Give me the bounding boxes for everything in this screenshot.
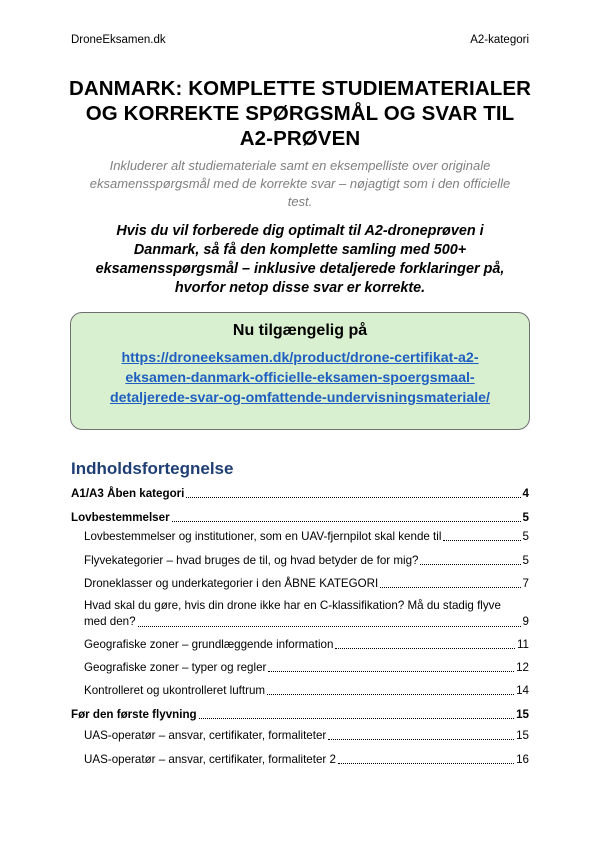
lead-line: hvorfor netop disse svar er korrekte.	[174, 280, 426, 296]
page-title	[60, 76, 540, 151]
toc-entry-flight-categories[interactable]	[84, 554, 529, 568]
lead-line: Hvis du vil forberede dig optimalt til A2-droneprøven i	[116, 223, 484, 239]
toc-entry-page: 11	[516, 638, 529, 651]
toc-entry-label: Geografiske zoner – typer og regler	[84, 661, 267, 674]
toc-entry-label: Før den første flyvning	[71, 708, 197, 721]
toc-leader-dots	[172, 521, 521, 522]
toc-leader-dots	[186, 497, 520, 498]
header-site-name: DroneEksamen.dk	[71, 34, 166, 46]
lead-paragraph	[72, 222, 528, 298]
toc-entry-label: Lovbestemmelser	[71, 511, 170, 524]
lead-line: eksamensspørgsmål – inklusive detaljerede forklaringer på,	[95, 261, 505, 277]
toc-entry-no-c-class[interactable]	[84, 598, 529, 630]
subtitle-line: Inkluderer alt studiemateriale samt en eksempelliste over originale	[109, 158, 491, 173]
subtitle	[72, 157, 528, 211]
toc-entry-label: Flyvekategorier – hvad bruges de til, og hvad betyder de for mig?	[84, 554, 419, 567]
toc-leader-dots	[338, 763, 514, 764]
toc-leader-dots	[380, 587, 520, 588]
toc-leader-dots	[199, 718, 514, 719]
toc-entry-page: 5	[522, 554, 529, 567]
product-link[interactable]	[83, 348, 517, 408]
toc-entry-page: 16	[516, 753, 529, 766]
toc-entry-airspace[interactable]	[84, 684, 529, 698]
title-line: DANMARK: KOMPLETTE STUDIEMATERIALER	[68, 77, 532, 100]
toc-entry-page: 4	[522, 487, 529, 500]
product-link-line: https://droneeksamen.dk/product/drone-certifikat-a2-	[121, 350, 479, 366]
product-link-line: detaljerede-svar-og-omfattende-undervisningsmateriale/	[109, 390, 490, 406]
lead-line: Danmark, så få den komplette samling med 500+	[133, 242, 467, 258]
toc-entry-geo-zones-basic[interactable]	[84, 638, 529, 652]
toc-entry-label: med den?	[84, 615, 136, 628]
toc-entry-drone-classes[interactable]	[84, 577, 529, 591]
toc-entry-page: 12	[516, 661, 529, 674]
toc-heading: Indholdsfortegnelse	[71, 459, 234, 478]
toc-leader-dots	[267, 694, 514, 695]
title-line: A2-PRØVEN	[239, 127, 361, 150]
availability-callout	[70, 312, 530, 430]
toc-entry-geo-zones-types[interactable]	[84, 661, 529, 675]
toc-entry-page: 15	[516, 708, 529, 721]
toc-entry-label: Hvad skal du gøre, hvis din drone ikke har en C-klassifikation? Må du stadig flyve	[84, 599, 501, 612]
toc-entry-label: Lovbestemmelser og institutioner, som en UAV-fjernpilot skal kende til	[84, 530, 442, 543]
toc-entry-label: Geografiske zoner – grundlæggende information	[84, 638, 334, 651]
toc-entry-uas-operator[interactable]	[84, 729, 529, 743]
toc-entry-label: Droneklasser og underkategorier i den ÅBNE KATEGORI	[84, 577, 379, 590]
toc-entry-open-category[interactable]	[71, 487, 529, 501]
toc-entry-page: 5	[522, 530, 529, 543]
toc-entry-page: 14	[516, 684, 529, 697]
toc-leader-dots	[328, 739, 514, 740]
toc-entry-institutions[interactable]	[84, 530, 529, 544]
toc-entry-uas-operator-2[interactable]	[84, 753, 529, 767]
toc-entry-page: 7	[522, 577, 529, 590]
toc-entry-label: UAS-operatør – ansvar, certifikater, formaliteter 2	[84, 753, 336, 766]
toc-leader-dots	[443, 540, 520, 541]
toc-entry-page: 9	[522, 615, 529, 628]
toc-entry-page: 15	[516, 729, 529, 742]
header-category: A2-kategori	[470, 34, 529, 46]
subtitle-line: eksamensspørgsmål med de korrekte svar – nøjagtigt som i den officielle	[89, 176, 511, 191]
title-line: OG KORREKTE SPØRGSMÅL OG SVAR TIL	[85, 102, 515, 125]
toc-entry-before-first-flight[interactable]	[71, 708, 529, 722]
toc-leader-dots	[138, 626, 521, 627]
toc-leader-dots	[335, 648, 515, 649]
toc-leader-dots	[268, 671, 514, 672]
subtitle-line: test.	[287, 194, 313, 209]
product-link-line: eksamen-danmark-officielle-eksamen-spoergsmaal-	[125, 370, 475, 386]
toc-entry-label: A1/A3 Åben kategori	[71, 487, 185, 500]
toc-leader-dots	[420, 564, 520, 565]
callout-title: Nu tilgængelig på	[232, 322, 368, 339]
page-header	[71, 34, 529, 46]
toc-entry-label: Kontrolleret og ukontrolleret luftrum	[84, 684, 266, 697]
toc-entry-label: UAS-operatør – ansvar, certifikater, formaliteter	[84, 729, 327, 742]
toc-entry-regulations[interactable]	[71, 511, 529, 525]
toc-entry-page: 5	[522, 511, 529, 524]
